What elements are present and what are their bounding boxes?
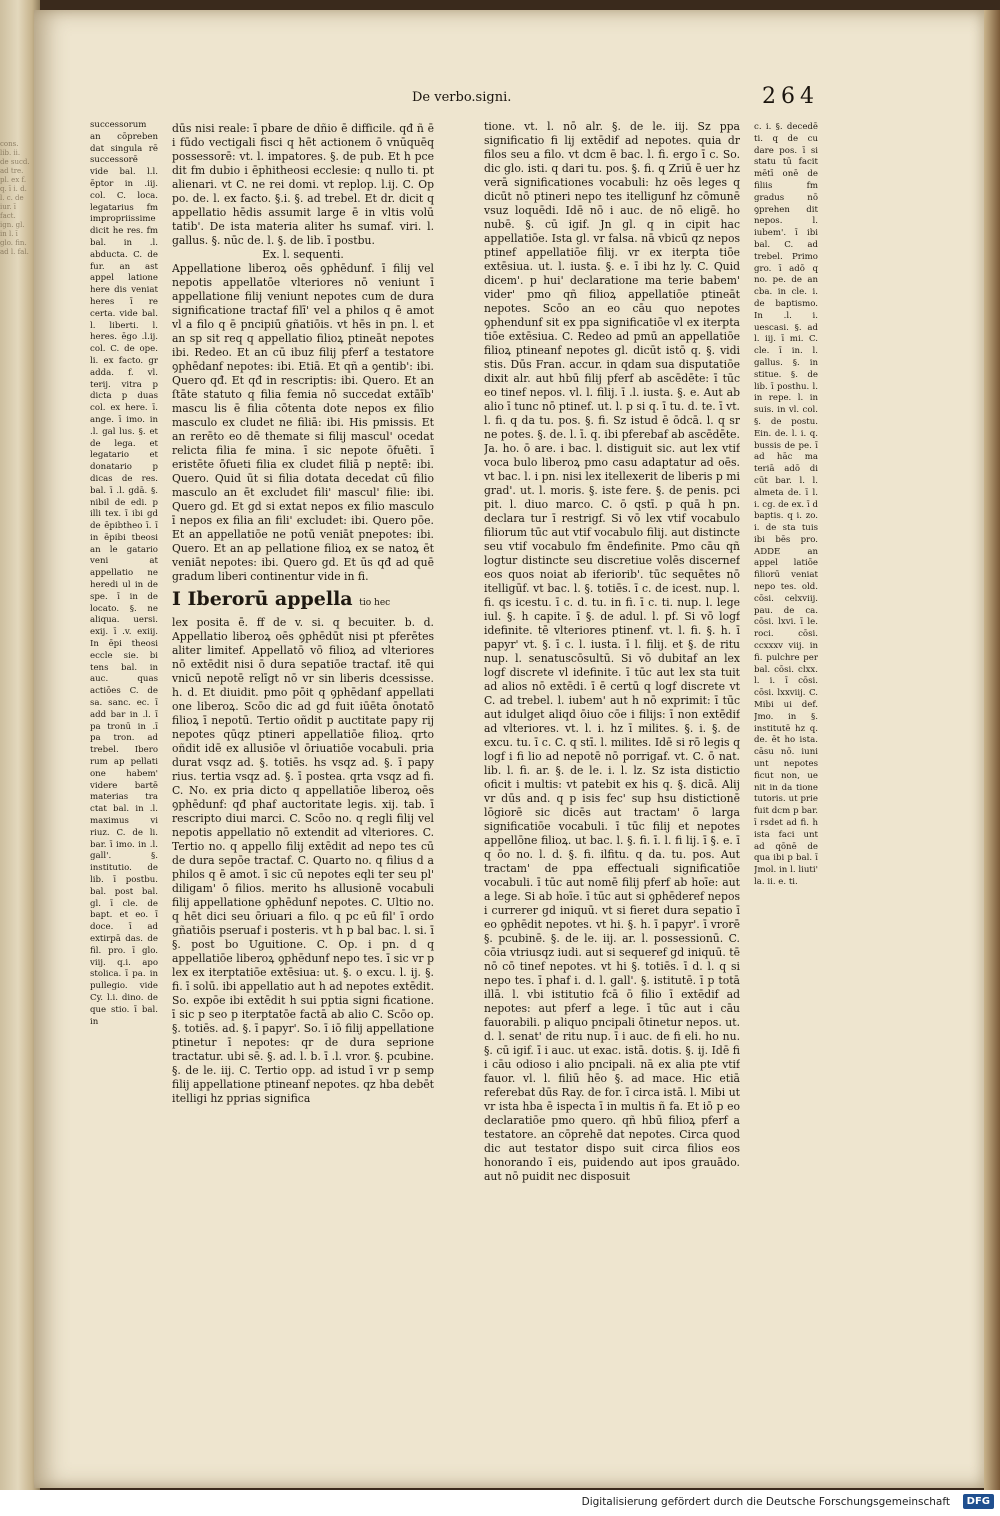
footer-bar (0, 1490, 1000, 1516)
facing-page-spill: cons. lib. ii. de sucd. ad tre. pl. ex f. q. ī i. d. l. c. de iur. ī fact. ign. gl. in l. ī glo. fin. ad l. fal. (0, 140, 30, 256)
col1-paragraph-2: Appellatione liberoꝝ oēs ꝯphēdunf. ī filij vel nepotis appellatōe vlteriores nō veniunt ī appellatione filij veniunt nepotes cum de dura significatione tractaf filī' vel a philos q ē amot vl a filo q ē pncipiū gñatiōis. vt hēs in pn. l. et an sp sit req q appellatio filioꝝ ptineāt nepotes ibi. Redeo. Et an cū ibuz filij pferf a testatore ꝯphēdanf nepotes: ibi. Etiā. Et qñ a ꝯentib': ibi. Quero qđ. Et qđ in rescriptis: ibi. Quero. Et an ſtāte statuto q filia femia nō succedat extāīb' mascu lis ē filia cōtenta dote nepos ex filio masculo ex cludet ne filiā: ibi. His pmissis. Et an rerēto eo dē themate si filij mascul' ocedat relicta filia fe mina. ī sic nepote ōfuēti. ī eristēte ōfueti filia ex cludet filiā p neptē: ibi. Quero. Quid ūt si filia dotata decedat cū filio masculo an ēt excludet fili' mascul' filie: ibi. Quero gd. Et gd si extat nepos ex filio masculo ī nepos ex filia an fili' excludet: ibi. Quero pōe. Et an appellatiōe ne potū veniāt pnepotes: ibi. Quero. Et an ap pellatione filioꝝ ex se natoꝝ ēt veniāt nepotes: ibi. Quero gd. Et ūs qđ ad quē gradum liberi continentur vide in fi. (172, 262, 434, 583)
chapter-heading-tail: tio hec (359, 598, 391, 608)
chapter-heading (172, 588, 434, 614)
folio-number: 264 (762, 84, 819, 109)
main-column-1 (172, 122, 434, 1242)
col1-paragraph-1: dūs nisi reale: ī pbare de dñio ē difficile. qđ ñ ē i fūdo vectigali fisci q hēt actionem ō vnūquēq possessorē: vt. l. impatores. §. de pub. Et h pce dit fm dubio i ēphitheosi ecclesie: q nullo ti. pt alienari. vt C. ne rei domi. vt replop. l.ij. C. Op po. de. l. ex facto. §.i. §. ad trebel. Et dr. dicit q appellatio hēdis assumit large ē in vltis volū tatib'. De ista materia aliter hs sumaf. viri. l. gallus. §. nūc de. l. §. de lib. ī postbu. (172, 122, 434, 247)
col1-paragraph-3: lex posita ē. ff de v. si. q becuiter. b. d. Appellatio liberoꝝ oēs ꝯphēdūt nisi pt pferētes aliter limitef. Appellatō vō filioꝝ ad vlteriores nō extēdit nisi ō dura sepatiōe tractaf. itē qui vnicū nepotē relīgt nō vr sin liberis dcessisse. h. d. Et diuidit. pmo pōit q ꝯphēdanf appellati one liberoꝝ. Scōo dic ad gd fuit iūēta ōnotatō filioꝝ ī nepotū. Tertio oñdit p auctitate papy rij nepotes qūqz ptineri appellatiōe filioꝝ. qrto oñdit idē ex allusiōe vl ōriuatiōe vocabuli. pria durat vsqz ad. §. totiēs. hs vsqz ad. §. ī papy rius. tertia vsqz ad. §. ī postea. qrta vsqz ad fi. C. No. ex pria dicto q appellatiōe liberoꝝ oēs ꝯphēdunf: qđ phaf auctoritate legis. xij. tab. ī rescripto diui marci. C. Scōo no. q regli filij vel nepotis appellatio nō extendit ad vlteriores. C. Tertio no. q appello filij extēdit ad nepo tes cū de dura sepōe tractaf. C. Quarto no. q filius d a philos q ē amot. ī sic cū nepotes eqli ter seu pl' diligam' ō filios. merito hs allusionē vocabuli filij appellatione ꝯphēdunf nepotes. C. Ultio no. q hēt dici seu ōriuari a filo. q pc eū fil' ī ordo gñatiōis pseruaf i posteris. vt h p bal bac. l. si. ī §. post bo Uguitione. C. Op. i pn. d q appellatiōe liberoꝝ ꝯphēdunf nepo tes. ī sic vr p lex ex iterptatiōe extēsiua: ut. §. o excu. l. ij. §. fi. ī solū. ibi appellatio aut h ad nepotes extēdit. So. expōe ibi extēdit h sui pptia signi ficatione. ī sic p seo p iterptatōe factā ab alio C. Scōo op. §. totiēs. ad. §. ī papyr'. So. ī iō filij appellatione ptinetur ī nepotes: qr de dura seprione tractatur. ubi sē. §. ad. l. b. ī .l. vror. §. pcubine. §. de le. iij. C. Tertio opp. ad istud ī vr p semp filij appellatione ptineanf nepotes. qz hba debēt itelligi hz pprias significa (172, 616, 434, 1105)
initial-letter: I (172, 588, 181, 610)
col2-paragraph-1: tione. vt. l. nō alr. §. de le. iij. Sz ppa significatio fi lij extēdif ad nepotes. quia dr filos seu a filo. vt dcm ē bac. l. fi. ergo ī c. So. dic glo. isti. q dari tu. pos. §. fi. q Zriū ē uer hz verā significationes vocabuli: hz oēs leges q dicūt nō ptineri nepo tes itelligunf hz cōmunē vsuz loquēdi. Idē nō i auc. de nō eligē. ho nubē. §. cū igif. Jn gl. q in cipit hac appellatiōe. Ista gl. vr falsa. nā vbicū qz nepos ptinef appellatiōe filij. vr ex iterpta tiōe extēsiua. ut. l. iusta. §. e. ī ibi hz ly. C. Quid dicem'. p hui' declaratione ma terie babem' vider' pmo qñ filioꝝ appellatiōe ptineāt nepotes. Scōo an eo cāu quo nepotes ꝯphendunf sit ex ppa significatiōe vl ex iterpta tiōe extēsiua. C. Redeo ad pmū an appellatiōe filioꝝ ptineanf nepotes gl. dicūt istō q. §. vidi stis. Dūs Fran. accur. in qdam sua disputatiōe dixit alr. aut hbū filij pferf ab ascēdēte: ī tūc eo tinef nepos. vl. l. filij. ī .l. iusta. §. e. Aut ab alio ī tunc nō ptinef. ut. l. p si q. ī tu. d. te. ī vt. l. fi. q da tu. pos. §. fi. Sz istud ē ōdcā. l. q sr ne potes. §. de. l. ī. q. ibi pferebaf ab ascēdēte. Ja. ho. ō are. i bac. l. distiguit sic. aut lex vtif voca bulo liberoꝝ pmo casu adaptatur ad oēs. vt bac. l. i pn. nisi lex itellexerit de liberis p mi grad'. ut. l. moris. §. iste fere. §. de penis. pci pit. l. diuo marco. C. ō qstī. p quā h pn. declara tur ī restrigf. Si vō lex vtif vocabulo filiorum tūc aut vtif vocabulo filij. aut distincte seu vtif vocabulo fm ēndefinite. Pmo cāu qñ logtur distincte seu discretiue volēs discernef eos quos noiat ab iferiorib'. tūc sequētes nō itelligūf. vt bac. l. §. totiēs. ī c. de icest. nup. l. fi. qs icestu. ī c. d. tu. in fi. ī c. ti. nup. l. lege iul. §. h capite. ī §. de adul. l. pf. Si vō logf idefinite. tē vlteriores ptinenf. vt. l. fi. §. h. ī papyr' vt. §. ī c. l. iusta. ī l. filij. et §. de ritu nup. l. senatuscōsultū. Si vō dubitaf an lex logf discrete vl idefinite. ī tūc aut lex sta tuit ad alios nō extēdi. ī ē certū q logf discrete vt C. ad trebel. l. iubem' aut h nō exprimit: ī tūc aut idulget aliqd ōiuo cōe i filijs: ī non extēdif ad vlteriores. vt. l. i. hz ī milites. §. i. §. de excu. tu. ī c. C. q stī. l. milites. Idē si rō legis q logf i fi lio ad nepotē nō porrigaf. vt. C. ō nat. lib. l. fi. ar. §. de le. i. l. lz. Sz ista distictio oficit i multis: vt patebit ex his q. §. dicā. Alij vr dūs and. q p isis fec' sup hsu distictionē lōgiorē sic dicēs aut tractam' ō larga significatiōe vocabuli. ī tūc filij et nepotes appellōne filioꝝ. ut bac. l. §. fi. ī. l. fi lij. ī §. e. ī q ōo no. l. d. §. fi. ilfitu. q da. tu. pos. Aut tractam' de ppa effectuali significatiōe vocabuli. ī tūc aut nomē filij pferf ab hoīe: aut a lege. Si ab hoīe. ī tūc aut si ꝯphēderef nepos i currerer gd iniquū. vt si fieret dura sepatio ī eo ꝯphēdit nepotes. vt hi. §. h. ī papyr'. ī vrorē §. pcubinē. §. de le. iij. ar. l. possessionū. C. cōia vtriusqz iudi. aut si sequeref gd iniquū. tē nō cō tinef nepotes. vt hi §. totiēs. ī d. l. q si nepo tes. ī phaf i. d. l. gall'. §. istitutē. ī p totā illā. l. vbi istitutio fcā ō filio ī extēdif ad nepotes: aut pferf a lege. ī tūc aut i cāu fauorabili. p aliquo pncipali ōtinetur nepos. ut. d. l. senat' de ritu nup. ī i auc. de fi eli. ho nu. §. cū igif. ī i auc. ut exac. istā. dotis. §. ij. Idē fi i cāu odioso i alio pncipali. nā ex alia pte vtif fauor. vl. l. filiū hēo §. ad mace. Hic etiā referebat dūs Ray. de for. ī circa istā. l. Mibi ut vr ista hba ē ispecta ī in multis ñ fa. Et iō p eo declaratiōe pmo quero. qñ hbū filioꝝ pferf a testatore. an cōprehē dat nepotes. Circa quod dic aut testator dispo suit circa filios eos honorando ī eis, puidendo aut ipos grauādo. aut nō puidit nec disposuit (484, 120, 740, 1183)
dfg-logo-icon: DFG (963, 1494, 994, 1509)
col1-section-heading: Ex. l. sequenti. (262, 248, 344, 261)
running-head: De verbo.signi. (412, 90, 512, 105)
left-margin-gloss (90, 120, 158, 1230)
chapter-heading-text: Iberorū appella (187, 588, 353, 610)
main-column-2 (484, 120, 740, 1250)
left-gloss-text: successorum an cōpreben dat singula rē successorē vide bal. l.l. ēptor in .iij. col. C. loca. legatarius fm impropriissime dicit he res. fm bal. in .l. abducta. C. de fur. an ast appel latione here dis veniat heres ī re certa. vide bal. l. liberti. l. heres. ēgo .l.ij. col. C. de ope. li. ex facto. gr adda. f. vl. terij. vitra p dicta p duas col. ex here. ī. ange. ī imo. in .l. gal lus. §. et de lega. et legatario et donatario p dicas de res. bal. ī .l. gdā. §. nibil de edi. p illi tex. ī ibi gd de ēpibtheo ī. ī in ēpibi tbeosi an le gatario veni at appellatio ne heredi ul in de spe. ī in de locato. §. ne aliqua. uersi. exij. ī .v. exiij. In ēpi theosi eccle sie. bi tens bal. in auc. quas actiōes C. de sa. sanc. ec. ī add bar in .l. ī pa tronū in .ī pa tron. ad trebel. Ibero rum ap pellati one habem' videre bartē materias tra ctat bal. in .l. maximus vi riuz. C. de li. bar. ī imo. in .l. gall'. §. institutio. de lib. ī postbu. bal. post bal. gl. ī cle. de bapt. et eo. ī doce. ī ad extirpā das. de fil. pro. ī glo. viij. q.i. apo stolica. ī pa. in pullegio. vide Cy. l.i. dino. de que stio. ī bal. in (90, 120, 158, 1027)
footer-funding-text: Digitalisierung gefördert durch die Deutsche Forschungsgemeinschaft (581, 1496, 950, 1508)
right-gloss-text: c. i. §. decedē ti. q de cu dare pos. ī si statu tū facit mētī onē de filiis fm gradus nō ꝯprehen dit nepos. l. iubem'. ī ibi bal. C. ad trebel. Primo gro. ī adō q no. pe. de an cba. in cle. i. de baptismo. In .l. i. uescasi. §. ad l. iij. ī mi. C. cle. ī in. l. gallus. §. in stitue. §. de lib. ī posthu. l. in repe. l. in suis. in vl. col. §. de postu. Ein. de. l. i. q. bussis de pe. ī ad hāc ma teriā adō di cūt bar. l. l. almeta de. ī l. i. cg. de ex. ī d baptis. q i. zo. i. de sta tuis ibi bēs pro. ADDE an appel latiōe filiorū veniat nepo tes. old. cōsi. celxviij. pau. de ca. cōsi. lxvi. ī le. roci. cōsi. ccxxxv viij. in fi. pulchre per bal. cōsi. clxx. l. i. ī cōsi. cōsi. lxxviij. C. Mibi ui def. Jmo. in §. institutē hz q. de. ēt ho ista. cāsu nō. iuni unt nepotes ficut non, ue nit in da tione tutoris. ut prie fuit dcm p bar. ī rsdet ad fi. h ista faci unt ad qōnē de qua ibi p bal. ī Jmol. in l. liuti' la. ii. e. ti. (754, 122, 818, 887)
page-edge (984, 10, 1000, 1490)
right-margin-gloss (754, 122, 818, 982)
